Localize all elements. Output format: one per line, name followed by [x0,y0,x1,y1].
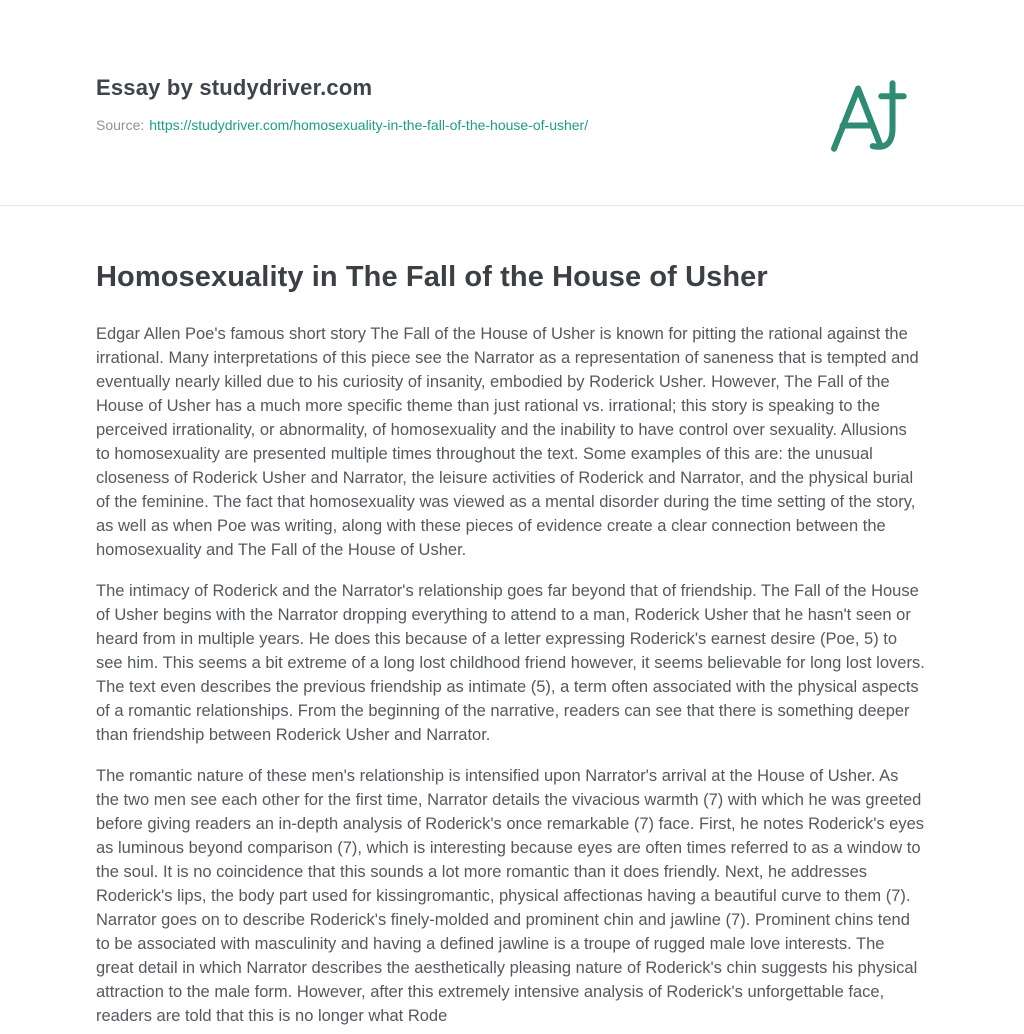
essay-by-title: Essay by studydriver.com [96,75,373,100]
source-line [96,117,925,133]
source-label: Source: [96,117,145,133]
studydriver-logo-icon [822,72,908,160]
page-header [0,0,1024,160]
essay-paragraph: The intimacy of Roderick and the Narrator's relationship goes far beyond that of friendship. The Fall of the House of Usher begins with the Narrator dropping everything to attend to a man, Roderick Usher that he hasn't seen or heard from in multiple years. He does this because of a letter expressing Roderick's earnest desire (Poe, 5) to see him. This seems a bit extreme of a long lost childhood friend however, it seems believable for long lost lovers. The text even describes the previous friendship as intimate (5), a term often associated with the physical aspects of a romantic relationships. From the beginning of the narrative, readers can see that there is something deeper than friendship between Roderick Usher and Narrator. [96,582,925,744]
essay-body [0,259,1024,1028]
source-url-link[interactable]: https://studydriver.com/homosexuality-in-the-fall-of-the-house-of-usher/ [149,117,589,133]
essay-title: Homosexuality in The Fall of the House of Usher [96,261,768,293]
essay-paragraph: Edgar Allen Poe's famous short story The Fall of the House of Usher is known for pitting the rational against the irrational. Many interpretations of this piece see the Narrator as a representation of saneness that is tempted and eventually nearly killed due to his curiosity of insanity, embodied by Roderick Usher. However, The Fall of the House of Usher has a much more specific theme than just rational vs. irrational; this story is speaking to the perceived irrationality, or abnormality, of homosexuality and the inability to have control over sexuality. Allusions to homosexuality are presented multiple times throughout the text. Some examples of this are: the unusual closeness of Roderick Usher and Narrator, the leisure activities of Roderick and Narrator, and the physical burial of the feminine. The fact that homosexuality was viewed as a mental disorder during the time setting of the story, as well as when Poe was writing, along with these pieces of evidence create a clear connection between the homosexuality and The Fall of the House of Usher. [96,325,919,559]
header-divider [0,205,1024,206]
essay-paragraph: The romantic nature of these men's relationship is intensified upon Narrator's arrival at the House of Usher. As the two men see each other for the first time, Narrator details the vivacious warmth (7) with which he was greeted before giving readers an in-depth analysis of Roderick's once remarkable (7) face. First, he notes Roderick's eyes as luminous beyond comparison (7), which is interesting because eyes are often times referred to as a window to the soul. It is no coincidence that this sounds a lot more romantic than it does friendly. Next, he addresses Roderick's lips, the body part used for kissingromantic, physical affectionas having a beautiful curve to them (7). Narrator goes on to describe Roderick's finely-molded and prominent chin and jawline (7). Prominent chins tend to be associated with masculinity and having a defined jawline is a troupe of rugged male love interests. The great detail in which Narrator describes the aesthetically pleasing nature of Roderick's chin suggests his physical attraction to the male form. However, after this extremely intensive analysis of Roderick's unforgettable face, readers are told that this is no longer what Rode [96,767,925,1025]
